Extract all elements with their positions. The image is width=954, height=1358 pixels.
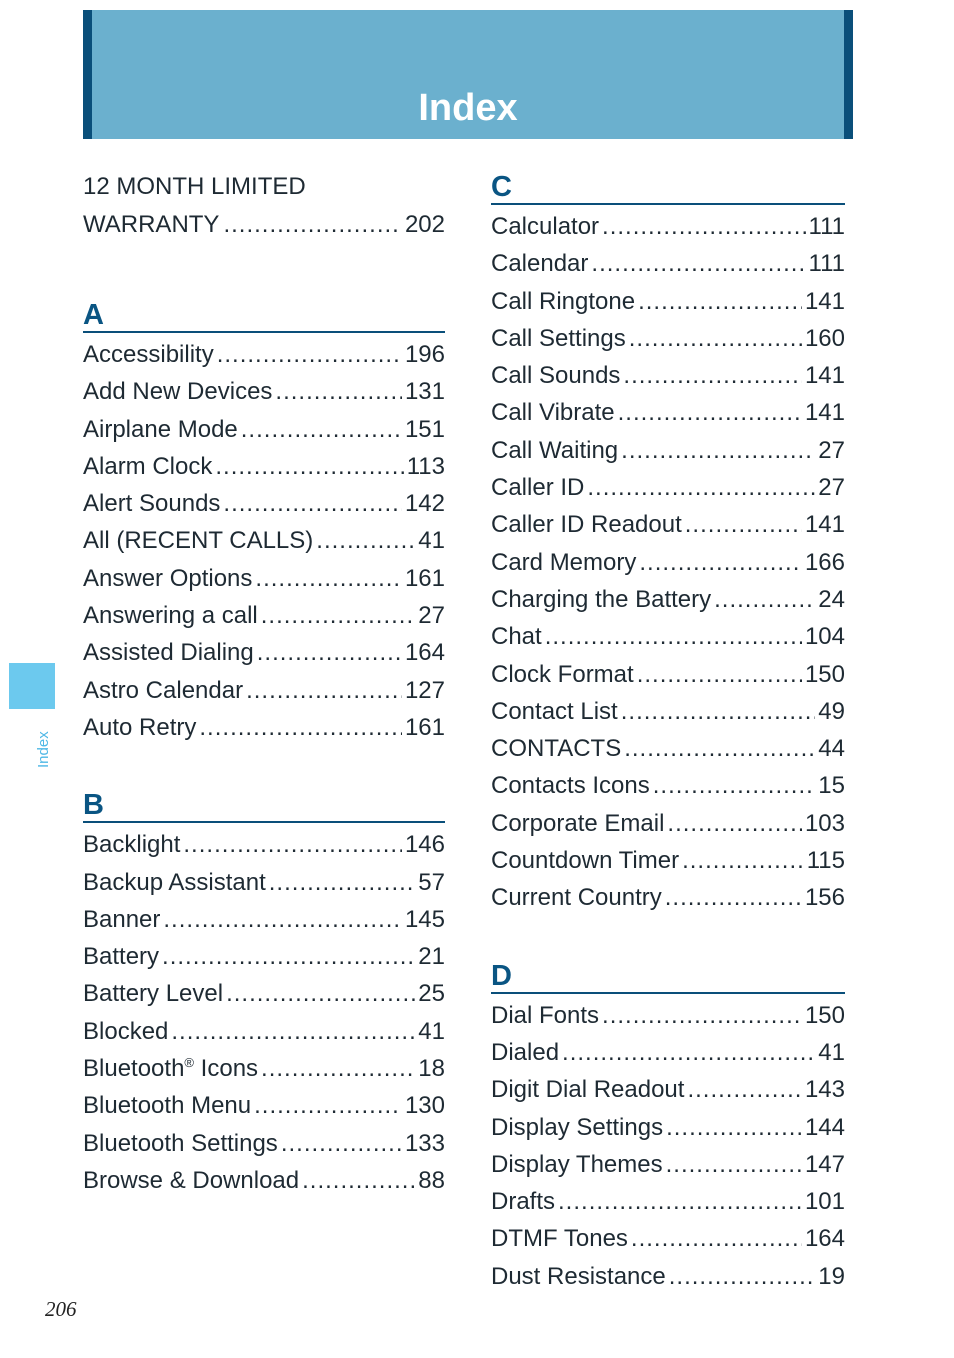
entry-label: Call Sounds <box>491 362 621 390</box>
dot-leader <box>623 357 802 394</box>
dot-leader <box>639 544 802 581</box>
dot-leader <box>638 283 802 320</box>
left-index-column <box>83 168 445 1199</box>
entry-page: 164 <box>804 1225 845 1253</box>
section-letter: D <box>491 959 512 992</box>
index-entry <box>491 997 845 1034</box>
entry-page: 103 <box>804 809 845 837</box>
dot-leader <box>215 448 403 485</box>
entry-page: 131 <box>404 378 445 406</box>
entry-label: Corporate Email <box>491 809 665 837</box>
dot-leader <box>621 693 816 730</box>
section-d <box>491 957 845 1295</box>
dot-leader <box>199 709 402 746</box>
index-entry <box>491 208 845 245</box>
index-entry <box>83 901 445 938</box>
dot-leader <box>281 1125 402 1162</box>
entry-label: Display Settings <box>491 1113 664 1141</box>
index-entry <box>83 336 445 373</box>
entry-label: Battery <box>83 943 160 971</box>
dot-leader <box>687 1071 802 1108</box>
entry-label: Banner <box>83 905 161 933</box>
index-entry <box>491 544 845 581</box>
entry-page: 161 <box>404 564 445 592</box>
index-entry <box>491 581 845 618</box>
index-entry <box>491 805 845 842</box>
entry-label: Calendar <box>491 250 589 278</box>
entry-page: 146 <box>404 831 445 859</box>
dot-leader <box>217 336 402 373</box>
index-entry <box>83 709 445 746</box>
index-entry <box>491 506 845 543</box>
index-entry <box>83 1087 445 1124</box>
entry-page: 25 <box>418 980 445 1008</box>
entry-page: 143 <box>804 1076 845 1104</box>
index-entry <box>83 411 445 448</box>
index-entry <box>83 373 445 410</box>
index-entry <box>491 879 845 916</box>
dot-leader <box>685 506 802 543</box>
entry-label-text: Bluetooth <box>83 1055 185 1083</box>
section-header <box>491 957 845 994</box>
entry-page: 160 <box>804 324 845 352</box>
index-entry <box>83 560 445 597</box>
entry-label: Bluetooth Settings <box>83 1129 278 1157</box>
entry-label: Astro Calendar <box>83 676 244 704</box>
entry-label: Answer Options <box>83 564 253 592</box>
warranty-entry-label: WARRANTY <box>83 210 220 238</box>
index-entry <box>491 245 845 282</box>
entry-label: Display Themes <box>491 1150 663 1178</box>
index-entry <box>83 597 445 634</box>
entry-page: 27 <box>818 474 845 502</box>
index-entry <box>83 1013 445 1050</box>
index-entry <box>83 1162 445 1199</box>
dot-leader <box>682 842 804 879</box>
entry-label: Alarm Clock <box>83 452 213 480</box>
entry-label: Dialed <box>491 1038 560 1066</box>
entry-label: Add New Devices <box>83 378 273 406</box>
dot-leader <box>602 208 805 245</box>
dot-leader <box>653 767 816 804</box>
dot-leader <box>255 560 402 597</box>
entry-page: 141 <box>804 511 845 539</box>
index-entry <box>491 693 845 730</box>
entry-label: Assisted Dialing <box>83 639 254 667</box>
index-entry <box>491 357 845 394</box>
index-entry <box>491 1220 845 1257</box>
entry-list <box>83 336 445 746</box>
index-entry <box>83 485 445 522</box>
dot-leader <box>714 581 815 618</box>
dot-leader <box>666 1146 802 1183</box>
entry-page: 104 <box>804 623 845 651</box>
dot-leader <box>162 938 415 975</box>
dot-leader <box>631 1220 802 1257</box>
dot-leader <box>302 1162 415 1199</box>
dot-leader <box>269 864 416 901</box>
dot-leader <box>316 522 415 559</box>
entry-label: Chat <box>491 623 542 651</box>
entry-page: 24 <box>818 585 845 613</box>
dot-leader <box>545 618 802 655</box>
entry-page: 57 <box>418 868 445 896</box>
entry-page: 161 <box>404 713 445 741</box>
index-entry <box>83 672 445 709</box>
dot-leader <box>558 1183 802 1220</box>
section-header <box>83 296 445 333</box>
index-entry <box>491 767 845 804</box>
entry-page: 166 <box>804 548 845 576</box>
entry-label: Digit Dial Readout <box>491 1076 685 1104</box>
dot-leader <box>171 1013 415 1050</box>
entry-page: 145 <box>404 905 445 933</box>
warranty-entry-line2 <box>83 206 445 244</box>
header-banner <box>83 10 853 139</box>
warranty-entry-page: 202 <box>404 210 445 238</box>
section-letter: A <box>83 299 104 331</box>
dot-leader <box>666 1109 802 1146</box>
entry-label: Card Memory <box>491 548 637 576</box>
entry-page: 18 <box>418 1055 445 1083</box>
index-entry <box>491 283 845 320</box>
entry-label: DTMF Tones <box>491 1225 628 1253</box>
dot-leader <box>183 826 402 863</box>
entry-page: 127 <box>404 676 445 704</box>
section-letter: C <box>491 171 512 203</box>
entry-label: Browse & Download <box>83 1166 300 1194</box>
entry-label: Auto Retry <box>83 713 197 741</box>
entry-page: 88 <box>418 1166 445 1194</box>
entry-page: 41 <box>418 527 445 555</box>
entry-page: 19 <box>818 1262 845 1290</box>
dot-leader <box>602 997 802 1034</box>
index-entry <box>83 938 445 975</box>
entry-page: 147 <box>804 1150 845 1178</box>
index-entry <box>491 469 845 506</box>
entry-label: Calculator <box>491 213 600 240</box>
index-entry <box>83 864 445 901</box>
entry-page: 111 <box>808 213 845 240</box>
entry-page: 150 <box>804 1001 845 1029</box>
side-tab-label: Index <box>35 731 52 768</box>
dot-leader <box>261 1050 415 1087</box>
section-letter: B <box>83 789 104 822</box>
dot-leader <box>618 394 802 431</box>
entry-page: 27 <box>818 436 845 464</box>
side-tab-marker <box>9 663 55 709</box>
entry-page: 21 <box>418 943 445 971</box>
entry-label: Blocked <box>83 1017 169 1045</box>
entry-label: Contact List <box>491 697 618 725</box>
entry-page: 41 <box>818 1038 845 1066</box>
right-index-column <box>491 168 845 1295</box>
entry-page: 130 <box>404 1092 445 1120</box>
index-entry <box>83 448 445 485</box>
entry-label: Battery Level <box>83 980 224 1008</box>
index-entry <box>491 1034 845 1071</box>
entry-label: CONTACTS <box>491 735 622 763</box>
index-entry <box>491 842 845 879</box>
entry-label: Contacts Icons <box>491 772 650 800</box>
dot-leader <box>629 320 802 357</box>
entry-label: Backup Assistant <box>83 868 266 896</box>
entry-label-suffix: Icons <box>194 1055 259 1083</box>
index-entry <box>83 634 445 671</box>
entry-label: Call Waiting <box>491 436 619 464</box>
entry-label: Call Ringtone <box>491 287 636 315</box>
entry-label: Charging the Battery <box>491 585 712 613</box>
dot-leader <box>669 1258 816 1295</box>
entry-page: 164 <box>404 639 445 667</box>
dot-leader <box>261 597 416 634</box>
dot-leader <box>163 901 402 938</box>
entry-page: 156 <box>804 884 845 912</box>
entry-label: Call Settings <box>491 324 626 352</box>
dot-leader <box>223 206 401 244</box>
index-entry <box>491 1071 845 1108</box>
dot-leader <box>621 432 815 469</box>
entry-page: 41 <box>418 1017 445 1045</box>
page-title: Index <box>418 87 518 129</box>
entry-page: 115 <box>806 847 845 875</box>
entry-page: 15 <box>818 772 845 800</box>
page-number: 206 <box>45 1297 77 1321</box>
index-entry <box>491 656 845 693</box>
section-header <box>491 168 845 205</box>
dot-leader <box>591 245 805 282</box>
entry-page: 101 <box>804 1188 845 1216</box>
entry-page: 111 <box>808 250 845 278</box>
entry-page: 27 <box>418 602 445 630</box>
entry-label: Dust Resistance <box>491 1262 666 1290</box>
warranty-entry <box>83 168 445 243</box>
index-entry <box>491 1109 845 1146</box>
dot-leader <box>223 485 402 522</box>
index-entry <box>83 522 445 559</box>
warranty-entry-line1: 12 MONTH LIMITED <box>83 173 306 200</box>
entry-list <box>491 997 845 1295</box>
entry-page: 141 <box>804 287 845 315</box>
index-entry <box>491 432 845 469</box>
index-entry <box>83 826 445 863</box>
section-header <box>83 786 445 823</box>
dot-leader <box>562 1034 815 1071</box>
dot-leader <box>624 730 815 767</box>
entry-page: 144 <box>804 1113 845 1141</box>
entry-page: 113 <box>406 452 445 480</box>
entry-label: Dial Fonts <box>491 1001 600 1029</box>
index-entry <box>83 1125 445 1162</box>
entry-label: Answering a call <box>83 602 258 630</box>
entry-page: 141 <box>804 399 845 427</box>
entry-label: Bluetooth Menu <box>83 1092 252 1120</box>
entry-label <box>83 1050 258 1087</box>
entry-page: 141 <box>804 362 845 390</box>
entry-label: Drafts <box>491 1188 556 1216</box>
entry-label: Backlight <box>83 831 181 859</box>
entry-label: Alert Sounds <box>83 490 221 518</box>
dot-leader <box>226 975 415 1012</box>
index-entry <box>491 320 845 357</box>
entry-label: Accessibility <box>83 341 214 368</box>
dot-leader <box>257 634 402 671</box>
index-entry <box>491 1258 845 1295</box>
section-b <box>83 786 445 1199</box>
entry-label: Current Country <box>491 884 662 912</box>
entry-page: 196 <box>404 341 445 368</box>
index-entry <box>83 975 445 1012</box>
entry-label: Caller ID Readout <box>491 511 682 539</box>
index-entry <box>83 1050 445 1087</box>
entry-label: All (RECENT CALLS) <box>83 527 314 555</box>
entry-page: 49 <box>818 697 845 725</box>
dot-leader <box>275 373 402 410</box>
index-entry <box>491 1146 845 1183</box>
index-entry <box>491 618 845 655</box>
dot-leader <box>241 411 402 448</box>
index-entry <box>491 394 845 431</box>
entry-page: 142 <box>404 490 445 518</box>
entry-label: Countdown Timer <box>491 847 680 875</box>
entry-page: 151 <box>404 415 445 443</box>
entry-label: Airplane Mode <box>83 415 238 443</box>
dot-leader <box>254 1087 402 1124</box>
registered-mark: ® <box>184 1055 195 1071</box>
entry-list <box>83 826 445 1199</box>
index-entry <box>491 1183 845 1220</box>
dot-leader <box>246 672 402 709</box>
entry-label: Call Vibrate <box>491 399 615 427</box>
entry-label: Caller ID <box>491 474 585 502</box>
entry-label: Clock Format <box>491 660 634 688</box>
index-entry <box>491 730 845 767</box>
entry-page: 150 <box>804 660 845 688</box>
entry-list <box>491 208 845 917</box>
dot-leader <box>665 879 802 916</box>
section-a <box>83 296 445 746</box>
entry-page: 133 <box>404 1129 445 1157</box>
dot-leader <box>667 805 802 842</box>
dot-leader <box>637 656 802 693</box>
section-c <box>491 168 845 917</box>
dot-leader <box>587 469 815 506</box>
entry-page: 44 <box>818 735 845 763</box>
